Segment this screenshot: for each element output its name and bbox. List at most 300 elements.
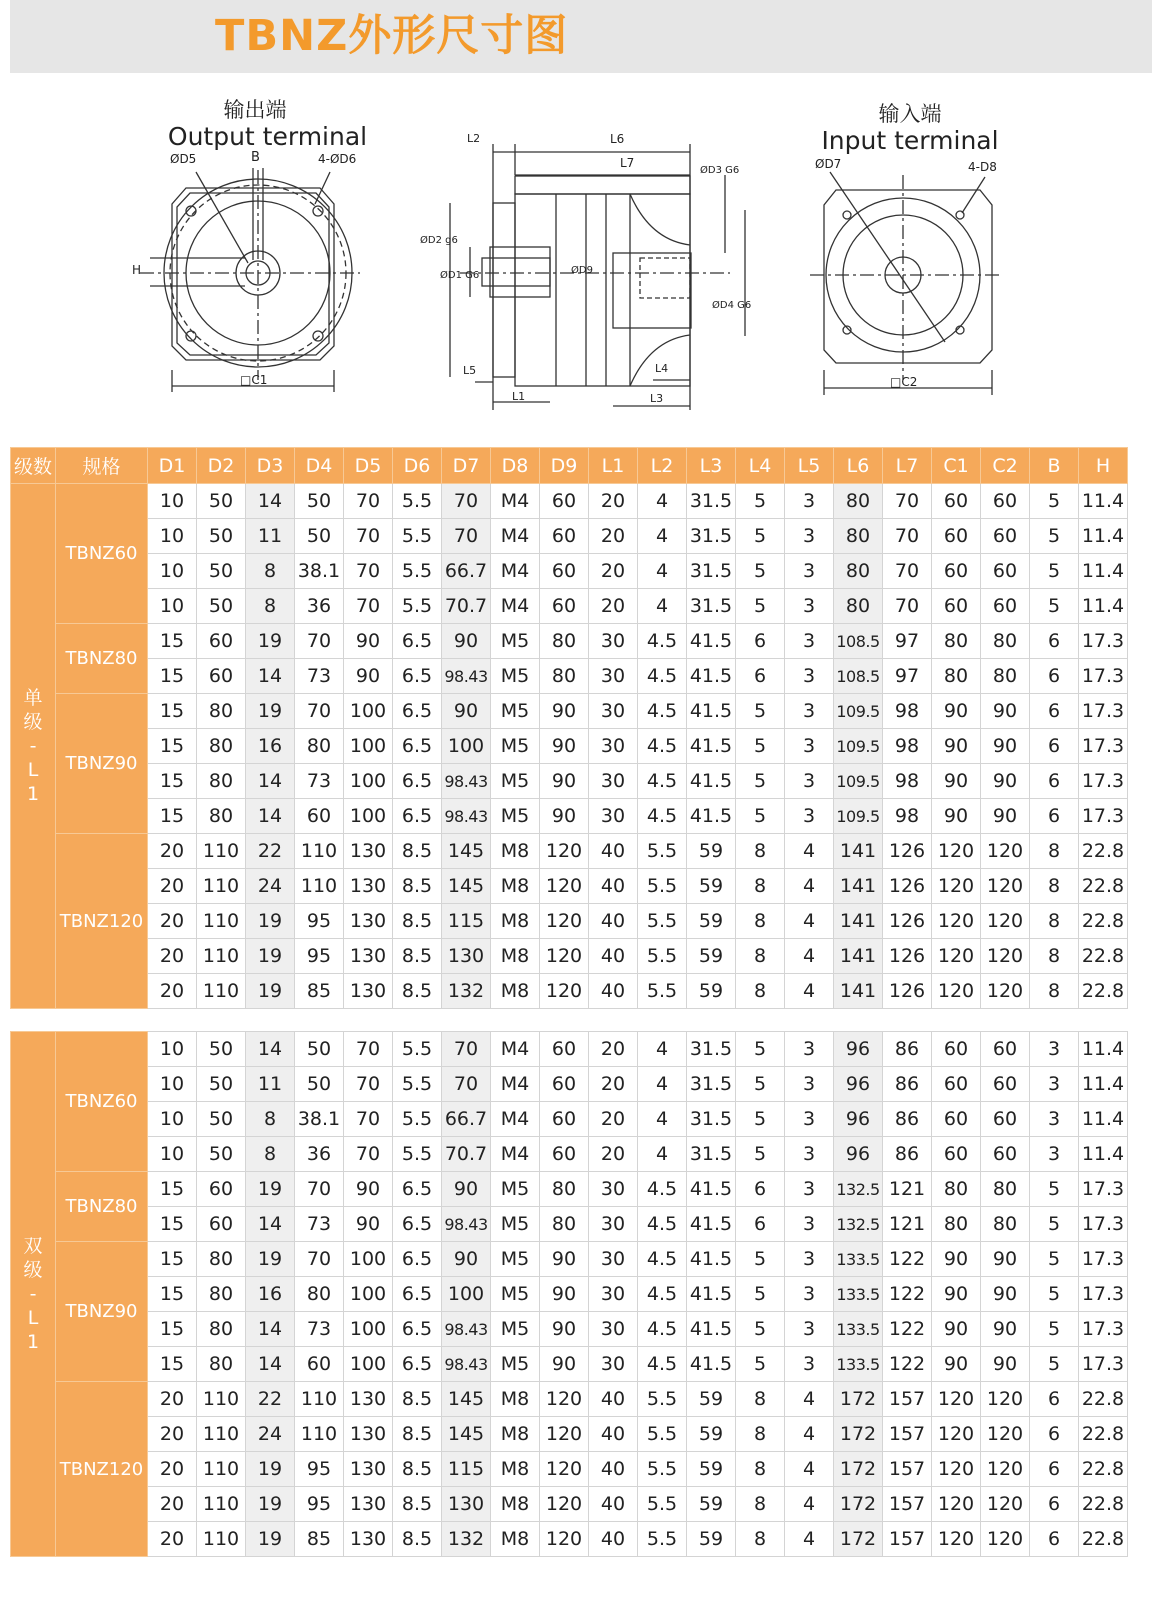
table-cell: 5: [736, 1347, 785, 1382]
table-cell: 17.3: [1079, 1277, 1128, 1312]
table-cell: 80: [197, 1277, 246, 1312]
label-d4: ØD4 G6: [712, 300, 752, 311]
table-cell: 130: [344, 1522, 393, 1557]
table-cell: 100: [442, 1277, 491, 1312]
table-cell: 50: [197, 519, 246, 554]
table-cell: 20: [148, 834, 197, 869]
table-cell: 20: [148, 974, 197, 1009]
table-cell: 120: [981, 1487, 1030, 1522]
table-cell: 5.5: [638, 869, 687, 904]
table-cell: 30: [589, 659, 638, 694]
table-cell: 5: [1030, 484, 1079, 519]
table-cell: 8.5: [393, 1522, 442, 1557]
table-cell: 3: [785, 1207, 834, 1242]
label-d8: 4-D8: [968, 160, 997, 174]
table-cell: 59: [687, 1452, 736, 1487]
table-cell: 20: [148, 1487, 197, 1522]
table-cell: 31.5: [687, 1102, 736, 1137]
table-cell: 40: [589, 904, 638, 939]
table-cell: 19: [246, 1172, 295, 1207]
table-cell: 20: [589, 484, 638, 519]
table-cell: 5.5: [393, 554, 442, 589]
table-cell: 22.8: [1079, 834, 1128, 869]
table-row: [11, 1032, 1128, 1067]
table-cell: 60: [540, 1032, 589, 1067]
label-b: B: [251, 150, 260, 165]
table-row: [11, 1452, 1128, 1487]
table-cell: 130: [442, 1487, 491, 1522]
table-cell: 8: [1030, 834, 1079, 869]
table-cell: 90: [442, 1242, 491, 1277]
table-cell: 90: [981, 764, 1030, 799]
table-cell: 172: [834, 1417, 883, 1452]
table-cell: 60: [981, 554, 1030, 589]
table-cell: 70: [344, 1102, 393, 1137]
table-cell: 11.4: [1079, 484, 1128, 519]
table-cell: 3: [785, 1277, 834, 1312]
table-cell: 41.5: [687, 659, 736, 694]
table-cell: 15: [148, 694, 197, 729]
table-cell: 6: [1030, 1452, 1079, 1487]
table-cell: 90: [540, 1312, 589, 1347]
table-cell: 8: [736, 1382, 785, 1417]
table-cell: 60: [981, 589, 1030, 624]
table-row: [11, 834, 1128, 869]
table-cell: 3: [785, 1102, 834, 1137]
table-cell: 6: [736, 659, 785, 694]
column-header: L3: [687, 448, 736, 484]
table-cell: 5: [736, 729, 785, 764]
table-cell: 8.5: [393, 904, 442, 939]
table-cell: 4.5: [638, 729, 687, 764]
table-cell: 70: [295, 1172, 344, 1207]
table-cell: 90: [540, 694, 589, 729]
table-cell: 80: [295, 1277, 344, 1312]
table-cell: 8.5: [393, 974, 442, 1009]
table-cell: 8: [246, 554, 295, 589]
table-cell: M5: [491, 1207, 540, 1242]
table-cell: 59: [687, 974, 736, 1009]
table-cell: M5: [491, 1277, 540, 1312]
table-cell: 121: [883, 1172, 932, 1207]
table-cell: 70: [883, 554, 932, 589]
table-cell: 6.5: [393, 1207, 442, 1242]
table-cell: 70: [442, 1067, 491, 1102]
table-cell: 8: [1030, 939, 1079, 974]
table-cell: 98: [883, 764, 932, 799]
table-row: [11, 1172, 1128, 1207]
table-cell: 5.5: [393, 1102, 442, 1137]
table-cell: 66.7: [442, 554, 491, 589]
table-cell: 19: [246, 624, 295, 659]
table-cell: 3: [785, 764, 834, 799]
table-cell: 130: [344, 1417, 393, 1452]
table-cell: 5.5: [638, 1382, 687, 1417]
table-cell: 141: [834, 834, 883, 869]
table-cell: 60: [197, 624, 246, 659]
table-cell: 17.3: [1079, 1347, 1128, 1382]
table-cell: 90: [932, 764, 981, 799]
table-row: [11, 729, 1128, 764]
table-cell: 110: [197, 1452, 246, 1487]
table-header-row: [11, 448, 1128, 484]
table-cell: M4: [491, 484, 540, 519]
table-cell: 4: [785, 939, 834, 974]
column-header: L5: [785, 448, 834, 484]
column-header: L6: [834, 448, 883, 484]
table-cell: 10: [148, 554, 197, 589]
table-cell: 90: [540, 1242, 589, 1277]
table-cell: 120: [540, 1417, 589, 1452]
table-cell: 60: [540, 1137, 589, 1172]
table-cell: M4: [491, 589, 540, 624]
table-cell: 120: [932, 1522, 981, 1557]
table-cell: 5: [736, 1102, 785, 1137]
table-cell: 145: [442, 1382, 491, 1417]
table-cell: 90: [981, 799, 1030, 834]
table-cell: 122: [883, 1277, 932, 1312]
table-cell: 120: [540, 834, 589, 869]
table-cell: 6.5: [393, 1347, 442, 1382]
column-header: C2: [981, 448, 1030, 484]
table-cell: 130: [442, 939, 491, 974]
table-cell: 5.5: [393, 484, 442, 519]
label-d2: ØD2 g6: [420, 235, 458, 246]
table-cell: 20: [589, 519, 638, 554]
table-cell: 41.5: [687, 799, 736, 834]
table-cell: 120: [540, 974, 589, 1009]
table-cell: 31.5: [687, 519, 736, 554]
table-cell: 30: [589, 1242, 638, 1277]
table-cell: 90: [442, 624, 491, 659]
table-cell: 80: [295, 729, 344, 764]
table-cell: 5: [736, 799, 785, 834]
table-cell: 8.5: [393, 939, 442, 974]
table-cell: 14: [246, 659, 295, 694]
table-cell: 5: [1030, 1347, 1079, 1382]
output-view: [140, 168, 360, 392]
table-cell: 50: [197, 1102, 246, 1137]
table-cell: M8: [491, 869, 540, 904]
table-cell: 80: [540, 624, 589, 659]
table-cell: 5: [736, 694, 785, 729]
table-cell: 5.5: [638, 1452, 687, 1487]
table-cell: 59: [687, 869, 736, 904]
table-cell: 15: [148, 659, 197, 694]
table-cell: 80: [197, 694, 246, 729]
table-cell: 110: [197, 904, 246, 939]
table-cell: 4: [785, 1382, 834, 1417]
table-cell: 8: [736, 1417, 785, 1452]
table-cell: 120: [932, 1452, 981, 1487]
table-cell: 14: [246, 1032, 295, 1067]
table-cell: 5: [736, 1137, 785, 1172]
table-cell: 8: [736, 939, 785, 974]
table-cell: 50: [197, 1137, 246, 1172]
table-cell: 11.4: [1079, 519, 1128, 554]
table-cell: 5: [736, 484, 785, 519]
model-name: TBNZ80: [56, 624, 148, 694]
table-cell: 6: [1030, 1417, 1079, 1452]
table-cell: 80: [540, 1207, 589, 1242]
table-cell: 22.8: [1079, 1452, 1128, 1487]
table-cell: 30: [589, 1277, 638, 1312]
table-row: [11, 904, 1128, 939]
table-cell: 6: [736, 1172, 785, 1207]
table-cell: 130: [344, 1487, 393, 1522]
table-cell: 98.43: [442, 659, 491, 694]
table-cell: 19: [246, 694, 295, 729]
table-cell: 59: [687, 939, 736, 974]
table-cell: 20: [148, 1417, 197, 1452]
table-cell: 24: [246, 869, 295, 904]
table-cell: 40: [589, 1522, 638, 1557]
table-cell: 145: [442, 834, 491, 869]
table-cell: 6: [1030, 659, 1079, 694]
table-cell: 96: [834, 1032, 883, 1067]
table-cell: 133.5: [834, 1312, 883, 1347]
table-row: [11, 589, 1128, 624]
table-cell: 60: [197, 1172, 246, 1207]
table-cell: M5: [491, 799, 540, 834]
table-cell: 120: [932, 939, 981, 974]
table-cell: 30: [589, 624, 638, 659]
table-cell: 100: [344, 1312, 393, 1347]
model-name: TBNZ80: [56, 1172, 148, 1242]
label-l5: L5: [463, 364, 477, 377]
table-cell: 172: [834, 1522, 883, 1557]
table-cell: 3: [785, 1137, 834, 1172]
table-cell: 70.7: [442, 589, 491, 624]
table-cell: 4.5: [638, 764, 687, 799]
table-cell: 22.8: [1079, 1487, 1128, 1522]
table-cell: 8: [1030, 974, 1079, 1009]
table-cell: 70: [883, 589, 932, 624]
table-cell: 157: [883, 1522, 932, 1557]
table-cell: 3: [785, 1067, 834, 1102]
table-cell: 8.5: [393, 1487, 442, 1522]
table-cell: 20: [589, 1102, 638, 1137]
table-cell: 4: [785, 869, 834, 904]
table-cell: 120: [981, 1417, 1030, 1452]
table-cell: 98.43: [442, 1347, 491, 1382]
table-cell: 14: [246, 1207, 295, 1242]
table-cell: 70.7: [442, 1137, 491, 1172]
table-row: [11, 974, 1128, 1009]
table-cell: 6: [1030, 1522, 1079, 1557]
table-cell: 14: [246, 484, 295, 519]
table-cell: 5: [736, 1067, 785, 1102]
table-cell: 30: [589, 1207, 638, 1242]
table-cell: 19: [246, 974, 295, 1009]
table-cell: M5: [491, 1312, 540, 1347]
table-cell: 8: [1030, 904, 1079, 939]
table-cell: 60: [540, 1102, 589, 1137]
table-cell: 120: [540, 1382, 589, 1417]
table-cell: 3: [785, 554, 834, 589]
column-header: D1: [148, 448, 197, 484]
label-d9: ØD9: [571, 265, 593, 276]
table-cell: 90: [932, 1347, 981, 1382]
table-cell: 4: [785, 1417, 834, 1452]
table-cell: 36: [295, 1137, 344, 1172]
table-cell: 60: [295, 1347, 344, 1382]
table-cell: M8: [491, 1522, 540, 1557]
stage-label: 双 级 - L 1: [11, 1032, 56, 1557]
table-cell: 22.8: [1079, 939, 1128, 974]
table-row: [11, 1102, 1128, 1137]
table-cell: 70: [344, 1067, 393, 1102]
table-cell: 100: [344, 729, 393, 764]
table-cell: 110: [295, 1382, 344, 1417]
table-cell: 80: [981, 624, 1030, 659]
table-cell: 40: [589, 869, 638, 904]
table-cell: 40: [589, 1417, 638, 1452]
table-cell: 41.5: [687, 1277, 736, 1312]
input-label-cn: 输入端: [878, 102, 942, 126]
table-cell: 130: [344, 834, 393, 869]
table-cell: 10: [148, 1032, 197, 1067]
table-cell: 95: [295, 904, 344, 939]
table-cell: 90: [442, 694, 491, 729]
table-row: [11, 694, 1128, 729]
table-row: [11, 764, 1128, 799]
table-cell: 120: [981, 939, 1030, 974]
table-cell: 19: [246, 1242, 295, 1277]
input-label-en: Input terminal: [821, 126, 999, 155]
label-l1: L1: [512, 390, 526, 403]
table-cell: M5: [491, 1242, 540, 1277]
table-row: [11, 1067, 1128, 1102]
table-cell: 3: [785, 1347, 834, 1382]
table-cell: 24: [246, 1417, 295, 1452]
table-cell: 90: [344, 1207, 393, 1242]
column-header: D4: [295, 448, 344, 484]
table-cell: 8: [1030, 869, 1079, 904]
table-cell: 40: [589, 834, 638, 869]
table-cell: 20: [148, 1522, 197, 1557]
table-cell: 15: [148, 1347, 197, 1382]
table-cell: M5: [491, 1172, 540, 1207]
table-cell: 5: [736, 1032, 785, 1067]
table-cell: 8.5: [393, 869, 442, 904]
table-cell: 4.5: [638, 694, 687, 729]
table-cell: 141: [834, 974, 883, 1009]
table-cell: 80: [981, 1207, 1030, 1242]
table-cell: 15: [148, 1242, 197, 1277]
table-cell: 15: [148, 1172, 197, 1207]
model-name: TBNZ120: [56, 834, 148, 1009]
table-cell: 120: [540, 939, 589, 974]
table-row: [11, 1312, 1128, 1347]
table-cell: 157: [883, 1417, 932, 1452]
table-cell: 3: [1030, 1102, 1079, 1137]
table-cell: 110: [197, 974, 246, 1009]
table-cell: 4: [638, 484, 687, 519]
column-header: D2: [197, 448, 246, 484]
table-cell: 10: [148, 1102, 197, 1137]
table-cell: 5.5: [393, 519, 442, 554]
table-cell: 4: [638, 1137, 687, 1172]
table-cell: 80: [834, 554, 883, 589]
label-l6: L6: [610, 132, 625, 146]
table-row: [11, 939, 1128, 974]
table-cell: M8: [491, 939, 540, 974]
table-cell: 41.5: [687, 694, 736, 729]
table-cell: 120: [540, 1487, 589, 1522]
table-cell: 97: [883, 659, 932, 694]
table-cell: 19: [246, 1522, 295, 1557]
table-cell: 60: [981, 484, 1030, 519]
table-cell: 10: [148, 484, 197, 519]
table-cell: M5: [491, 659, 540, 694]
table-cell: 122: [883, 1347, 932, 1382]
column-header: B: [1030, 448, 1079, 484]
table-cell: 73: [295, 1207, 344, 1242]
table-cell: 90: [981, 1277, 1030, 1312]
table-cell: 90: [981, 694, 1030, 729]
column-header: D5: [344, 448, 393, 484]
table-cell: 132: [442, 974, 491, 1009]
table-cell: M5: [491, 729, 540, 764]
table-cell: 40: [589, 1382, 638, 1417]
table-cell: 20: [589, 1032, 638, 1067]
table-cell: 60: [981, 1102, 1030, 1137]
table-cell: 5: [736, 554, 785, 589]
table-row: [11, 519, 1128, 554]
table-cell: 80: [834, 484, 883, 519]
table-cell: 90: [932, 1277, 981, 1312]
table-cell: 10: [148, 519, 197, 554]
table-cell: 19: [246, 904, 295, 939]
table-cell: 11.4: [1079, 1067, 1128, 1102]
table-cell: 8: [736, 869, 785, 904]
table-cell: 80: [834, 519, 883, 554]
table-cell: 40: [589, 974, 638, 1009]
table-cell: 50: [197, 589, 246, 624]
table-cell: 3: [785, 799, 834, 834]
table-cell: 80: [932, 624, 981, 659]
table-cell: 6.5: [393, 694, 442, 729]
table-cell: 4: [638, 519, 687, 554]
table-cell: 6: [1030, 1487, 1079, 1522]
table-cell: 96: [834, 1102, 883, 1137]
table-cell: 70: [442, 1032, 491, 1067]
table-cell: 16: [246, 1277, 295, 1312]
table-cell: 110: [197, 869, 246, 904]
table-cell: 90: [932, 729, 981, 764]
table-cell: 4: [785, 1522, 834, 1557]
table-cell: 109.5: [834, 764, 883, 799]
table-cell: 110: [295, 834, 344, 869]
table-cell: 100: [442, 729, 491, 764]
table-cell: 60: [197, 1207, 246, 1242]
label-d1: ØD1 G6: [440, 270, 480, 281]
table-cell: 120: [932, 904, 981, 939]
table-cell: 59: [687, 1417, 736, 1452]
table-cell: 30: [589, 729, 638, 764]
table-cell: 70: [883, 519, 932, 554]
table-cell: 120: [981, 1522, 1030, 1557]
table-cell: 141: [834, 904, 883, 939]
table-row: [11, 1242, 1128, 1277]
table-cell: 8: [736, 904, 785, 939]
table-cell: 40: [589, 1452, 638, 1487]
page-title: TBNZ外形尺寸图: [215, 11, 569, 61]
table-cell: 6.5: [393, 1312, 442, 1347]
table-cell: 90: [932, 694, 981, 729]
table-cell: 41.5: [687, 1312, 736, 1347]
